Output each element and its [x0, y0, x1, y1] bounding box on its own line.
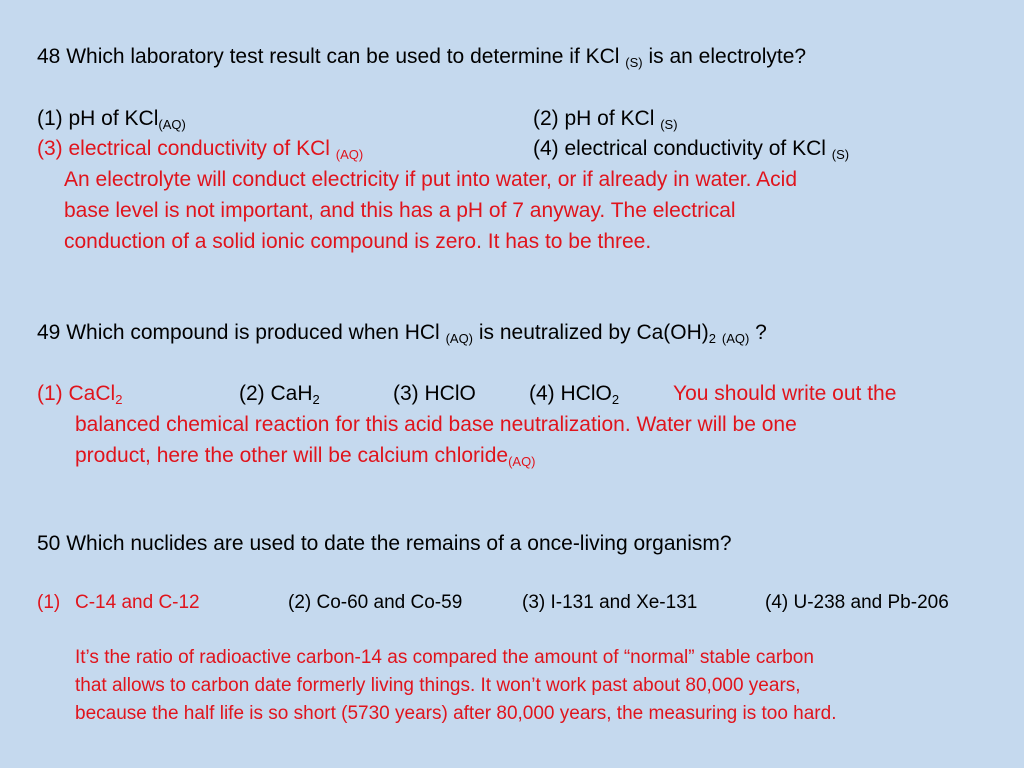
- q48-choice-2: [533, 106, 678, 137]
- q49-explanation-subscript: (AQ): [508, 454, 536, 469]
- q49-question-subscript-aq: (AQ): [721, 331, 750, 346]
- q49-choice-3: [393, 381, 476, 406]
- q48-choice-1-text: (1) pH of KCl: [37, 107, 159, 130]
- q48-question-tail: is an electrolyte?: [642, 45, 807, 68]
- q49-choice-1-subscript: 2: [115, 392, 123, 407]
- q49-choice-4-text: (4) HClO: [529, 382, 612, 405]
- q49-choice-2-subscript: 2: [312, 392, 320, 407]
- q48-choice-4: [533, 136, 849, 167]
- q49-explanation-line-3: [75, 443, 536, 474]
- q49-choice-1-text: (1) CaCl: [37, 382, 116, 405]
- q50-explanation-line-3: because the half life is so short (5730 years) after 80,000 years, the measuring is too hard.: [75, 703, 837, 724]
- q50-choice-1-correct: C-14 and C-12: [75, 592, 200, 613]
- q48-choice-4-subscript: (S): [831, 147, 850, 162]
- q48-explanation-line-1: An electrolyte will conduct electricity if put into water, or if already in water. Acid: [64, 168, 798, 191]
- q50-choice-2: (2) Co-60 and Co-59: [288, 592, 463, 613]
- q49-choice-1-correct: [37, 381, 122, 412]
- q48-choice-1: [37, 106, 186, 137]
- q49-explanation-line-1: You should write out the: [673, 382, 897, 405]
- q48-choice-1-subscript: (AQ): [158, 117, 186, 132]
- q48-choice-4-text: (4) electrical conductivity of KCl: [533, 137, 826, 160]
- q49-choice-4: [529, 381, 619, 412]
- q49-explanation-line-3-text: product, here the other will be calcium chloride: [75, 444, 509, 467]
- q49-question-subscript-hcl: (AQ): [445, 331, 474, 346]
- q48-question-text: 48 Which laboratory test result can be used to determine if KCl: [37, 45, 620, 68]
- q49-question-text: 49 Which compound is produced when HCl: [37, 321, 440, 344]
- q50-explanation-line-1: It’s the ratio of radioactive carbon-14 as compared the amount of “normal” stable carbon: [75, 647, 814, 668]
- q49-question-tail: ?: [755, 321, 767, 344]
- q49-question: [37, 320, 767, 351]
- q48-choice-3-subscript: (AQ): [335, 147, 364, 162]
- q49-choice-3-text: (3) HClO: [393, 382, 476, 405]
- q48-explanation-line-3: conduction of a solid ionic compound is zero. It has to be three.: [64, 230, 652, 253]
- q49-choice-2: [239, 381, 320, 412]
- q49-explanation-line-2: balanced chemical reaction for this acid base neutralization. Water will be one: [75, 413, 797, 436]
- q49-question-mid: is neutralized by Ca(OH): [478, 321, 709, 344]
- q50-choice-1-number: (1): [37, 592, 61, 613]
- q50-choice-3: (3) I-131 and Xe-131: [522, 592, 698, 613]
- q49-choice-2-text: (2) CaH: [239, 382, 313, 405]
- q50-question: 50 Which nuclides are used to date the remains of a once-living organism?: [37, 532, 732, 555]
- q50-explanation-line-2: that allows to carbon date formerly living things. It won’t work past about 80,000 years,: [75, 675, 801, 696]
- q48-question-subscript: (S): [625, 55, 643, 70]
- q48-explanation-line-2: base level is not important, and this has a pH of 7 anyway. The electrical: [64, 199, 736, 222]
- q48-question: [37, 44, 806, 75]
- q49-choice-4-subscript: 2: [611, 392, 620, 407]
- q50-choice-4: (4) U-238 and Pb-206: [765, 592, 949, 613]
- q48-choice-2-text: (2) pH of KCl: [533, 107, 655, 130]
- q48-choice-3-text: (3) electrical conductivity of KCl: [37, 137, 330, 160]
- q48-choice-3-correct: [37, 136, 363, 167]
- q49-question-subscript-2: 2: [708, 331, 717, 346]
- q48-choice-2-subscript: (S): [660, 117, 678, 132]
